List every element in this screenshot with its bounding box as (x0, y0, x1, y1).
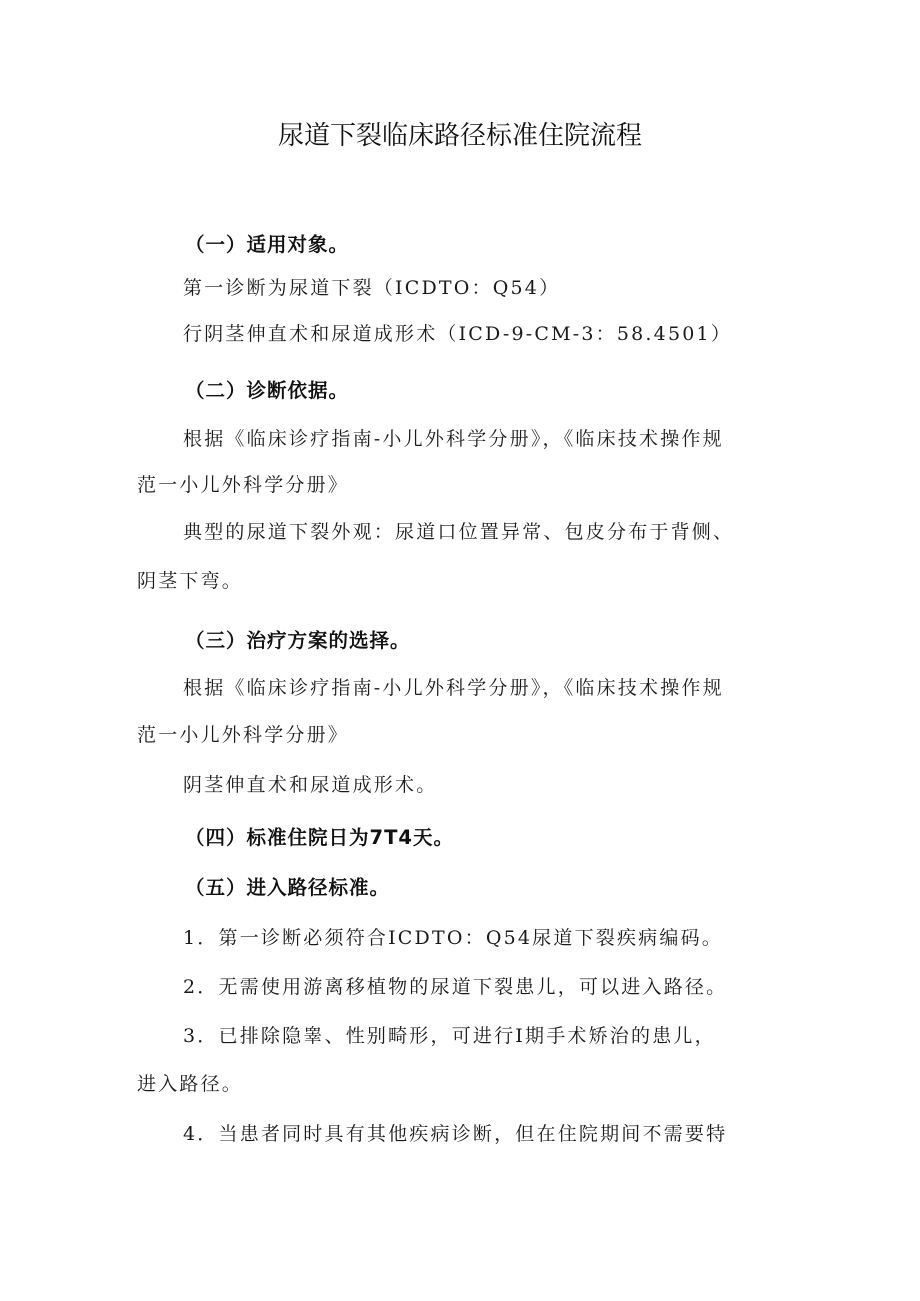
list-item: 3．已排除隐睾、性别畸形，可进行I期手术矫治的患儿， (183, 1025, 716, 1047)
list-item-continuation: 进入路径。 (137, 1073, 244, 1095)
section-heading-3: （三）治疗方案的选择。 (185, 629, 411, 652)
list-item: 2．无需使用游离移植物的尿道下裂患儿，可以进入路径。 (183, 976, 728, 998)
section-heading-1: （一）适用对象。 (185, 233, 350, 256)
section-heading-2: （二）诊断依据。 (185, 379, 350, 402)
list-item: 4．当患者同时具有其他疾病诊断，但在住院期间不需要特 (183, 1123, 728, 1145)
paragraph-line: 行阴茎伸直术和尿道成形术（ICD-9-CM-3：58.4501） (183, 323, 733, 345)
paragraph-line: 根据《临床诊疗指南-小儿外科学分册》，《临床技术操作规 (183, 677, 724, 699)
list-item: 1．第一诊断必须符合ICDTO：Q54尿道下裂疾病编码。 (183, 927, 723, 949)
section-heading-4: （四）标准住院日为7T4天。 (185, 826, 454, 849)
paragraph-line: 范一小儿外科学分册》 (137, 474, 350, 496)
section-heading-5: （五）进入路径标准。 (185, 876, 391, 899)
paragraph-line: 阴茎伸直术和尿道成形术。 (183, 774, 438, 796)
paragraph-line: 阴茎下弯。 (137, 570, 244, 592)
paragraph-line: 根据《临床诊疗指南-小儿外科学分册》，《临床技术操作规 (183, 428, 724, 450)
paragraph-line: 典型的尿道下裂外观：尿道口位置异常、包皮分布于背侧、 (183, 521, 735, 543)
paragraph-line: 范一小儿外科学分册》 (137, 724, 350, 746)
document-title: 尿道下裂临床路径标准住院流程 (277, 121, 642, 151)
paragraph-line: 第一诊断为尿道下裂（ICDTO：Q54） (183, 277, 561, 299)
